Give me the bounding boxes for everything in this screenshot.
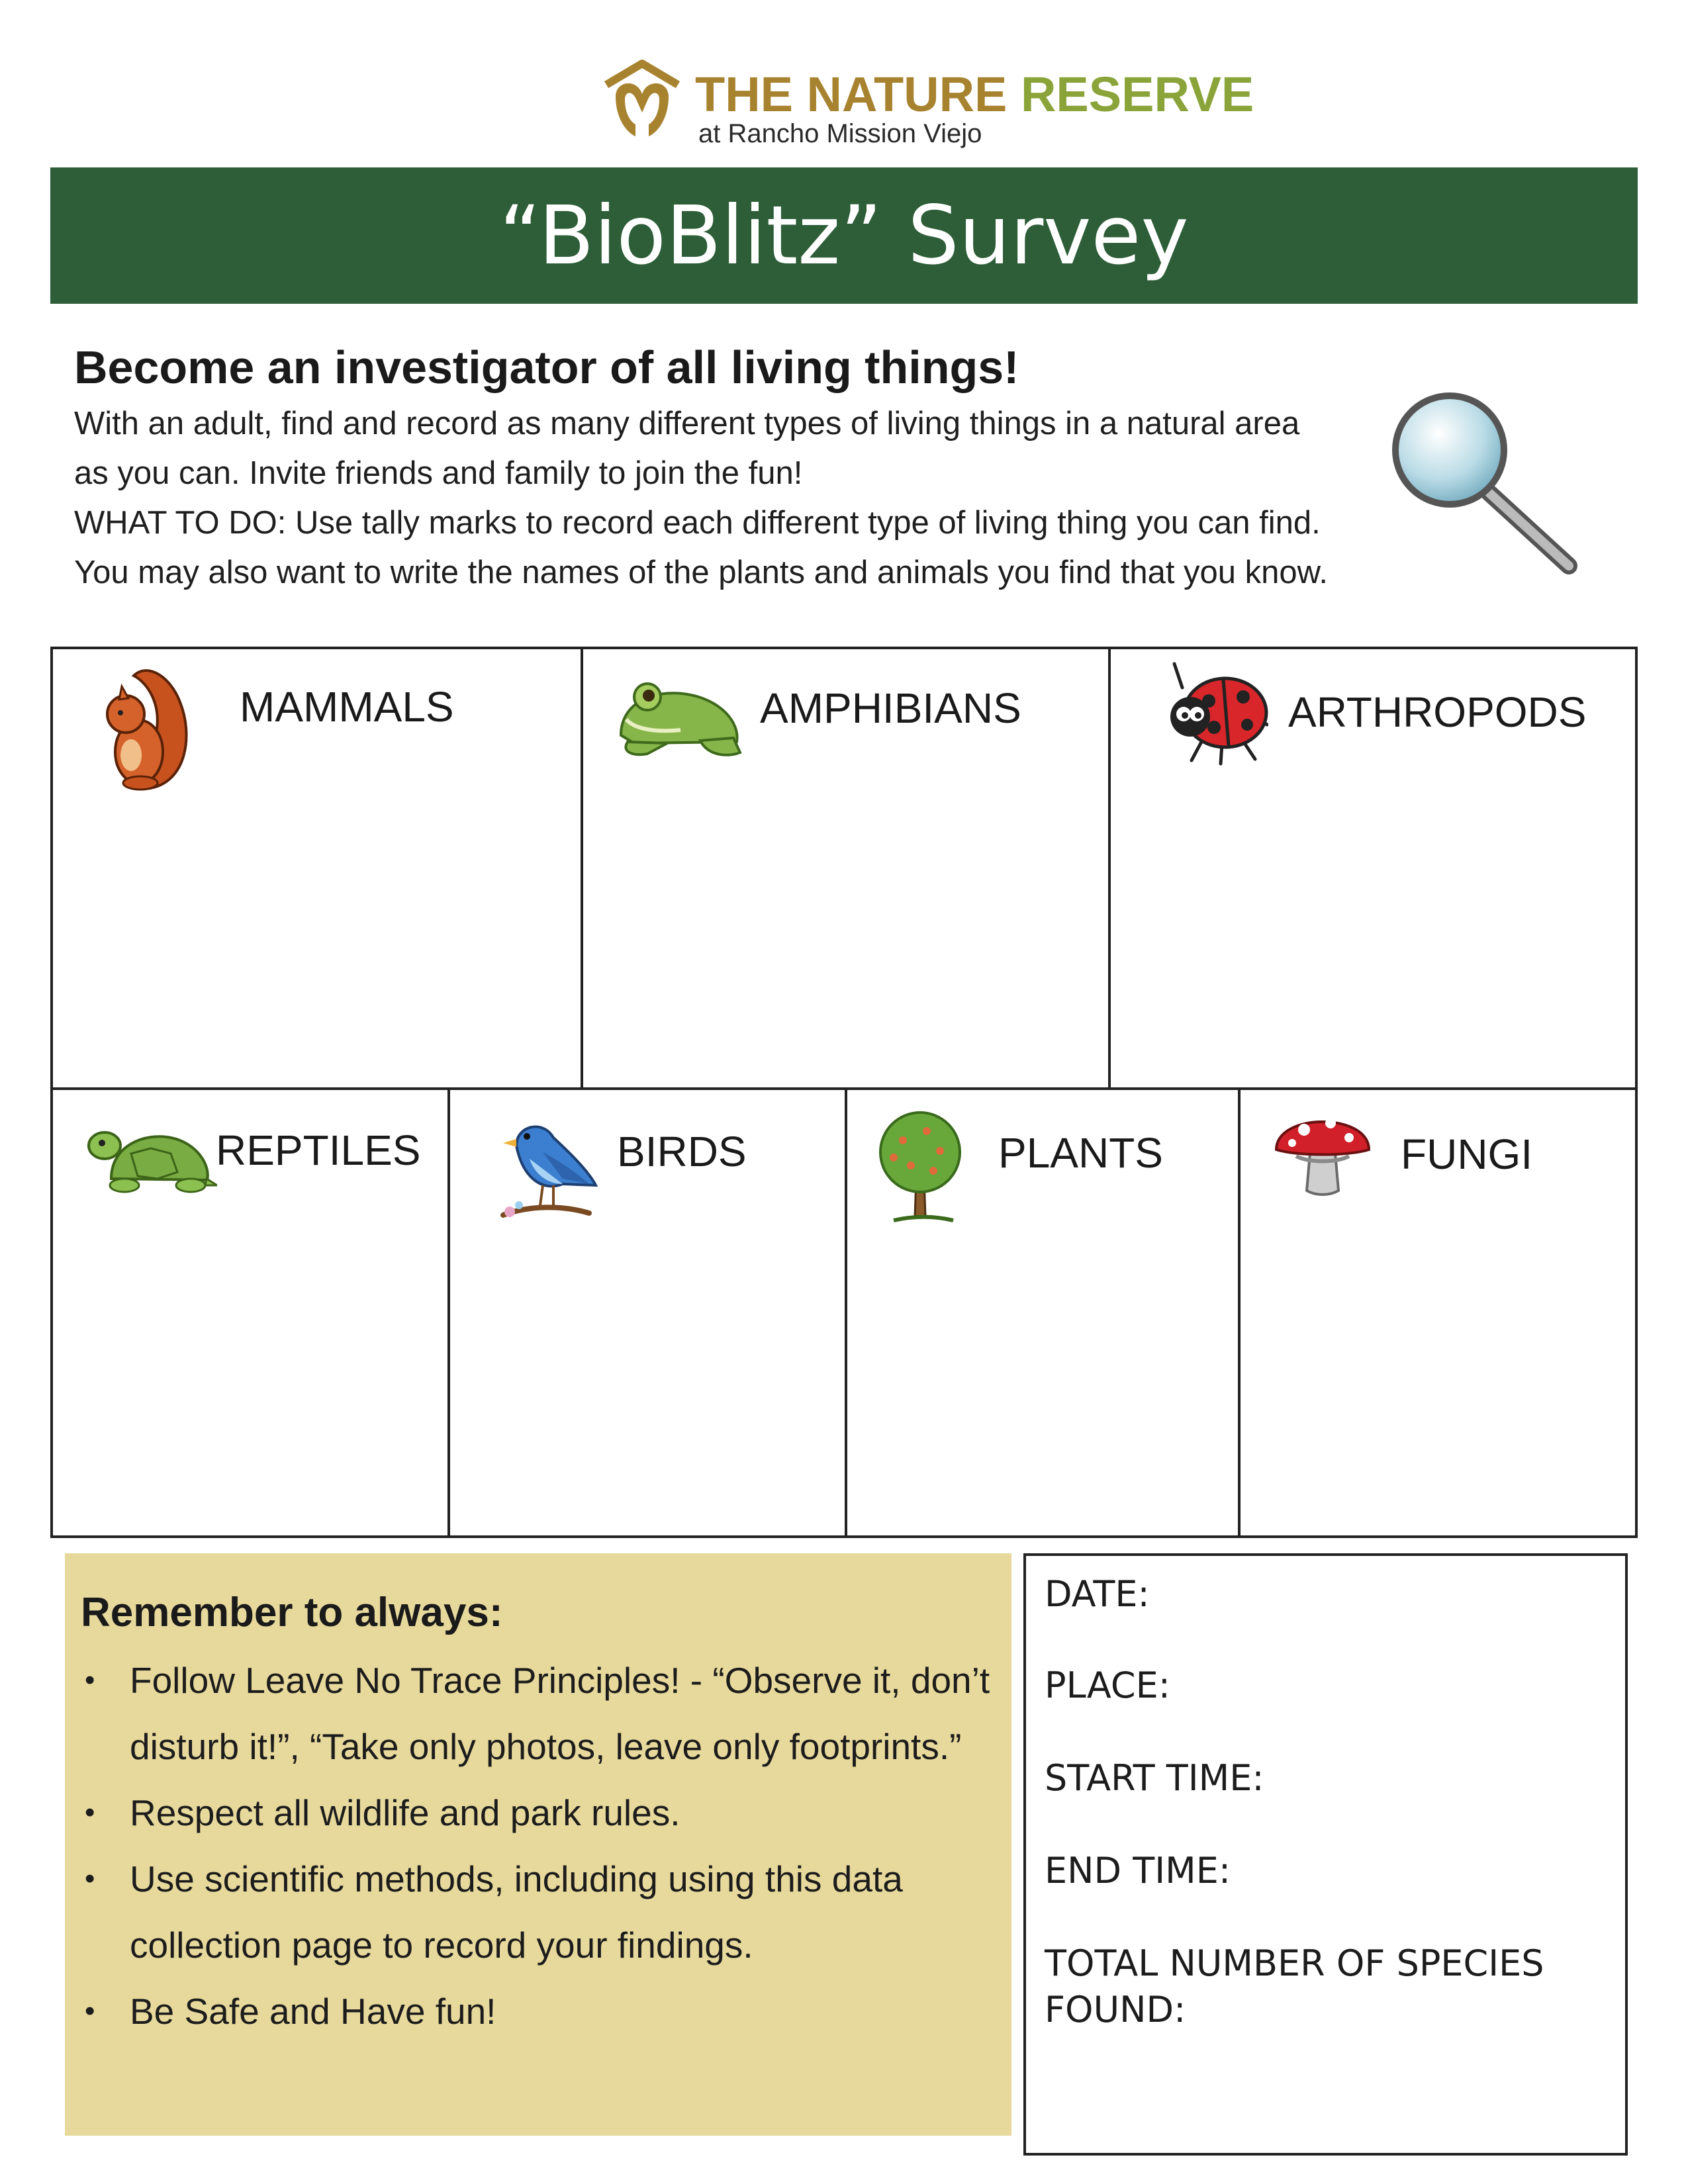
start-time-field-label: START TIME: (1045, 1757, 1264, 1799)
grid-divider (845, 1089, 847, 1536)
intro-heading: Become an investigator of all living things! (74, 341, 1019, 393)
intro-line-4: You may also want to write the names of the plants and animals you find that you know. (74, 555, 1328, 590)
frog-icon (608, 669, 747, 762)
list-item: • Respect all wildlife and park rules. (81, 1780, 1001, 1846)
grid-divider (1238, 1089, 1241, 1536)
intro-line-1: With an adult, find and record as many different types of living things in a natural area (74, 406, 1300, 441)
logo-word-reserve: RESERVE (1020, 67, 1254, 122)
grid-divider (53, 1087, 1635, 1090)
ladybug-icon (1162, 661, 1268, 767)
nature-reserve-logo (596, 58, 1254, 151)
logo-subtitle: at Rancho Mission Viejo (698, 119, 982, 148)
category-label-birds: BIRDS (617, 1128, 747, 1175)
title-banner (50, 167, 1638, 304)
end-time-field-label: END TIME: (1045, 1850, 1231, 1891)
squirrel-icon (87, 656, 193, 795)
reminders-box (65, 1553, 1011, 2136)
total-species-label-line-2: FOUND: (1045, 1989, 1186, 2030)
logo-title (695, 66, 1254, 122)
tree-icon (874, 1105, 966, 1227)
intro-line-2: as you can. Invite friends and family to join the fun! (74, 455, 803, 491)
list-item: • Follow Leave No Trace Principles! - “Observe it, don’t disturb it!”, “Take only photos, leave only footprints.” (81, 1647, 1001, 1780)
category-label-amphibians: AMPHIBIANS (760, 684, 1021, 732)
category-label-reptiles: REPTILES (216, 1126, 421, 1174)
bird-icon (490, 1106, 602, 1225)
grid-divider (1108, 649, 1111, 1089)
horseshoe-logo-icon (596, 58, 688, 144)
grid-divider (581, 649, 583, 1089)
date-field-label: DATE: (1045, 1573, 1150, 1615)
category-label-arthropods: ARTHROPODS (1288, 688, 1587, 736)
page-title: “BioBlitz” Survey (499, 189, 1189, 283)
category-label-plants: PLANTS (998, 1129, 1163, 1177)
list-item: • Be Safe and Have fun! (81, 1978, 1001, 2044)
intro-line-3: WHAT TO DO: Use tally marks to record each different type of living thing you can find. (74, 505, 1321, 541)
place-field-label: PLACE: (1045, 1664, 1170, 1706)
turtle-icon (85, 1119, 217, 1199)
category-label-fungi: FUNGI (1401, 1130, 1533, 1178)
species-tally-grid (50, 647, 1638, 1538)
magnifying-glass-icon (1383, 387, 1582, 579)
list-item: • Use scientific methods, including using this data collection page to record your findings. (81, 1846, 1001, 1978)
total-species-label-line-1: TOTAL NUMBER OF SPECIES (1045, 1942, 1544, 1984)
reminders-list (81, 1647, 1001, 2044)
survey-info-box (1023, 1553, 1628, 2156)
grid-divider (447, 1089, 450, 1536)
mushroom-icon (1270, 1099, 1376, 1199)
category-label-mammals: MAMMALS (240, 683, 454, 731)
reminders-heading: Remember to always: (81, 1590, 503, 1635)
logo-word-nature: THE NATURE (695, 67, 1008, 122)
